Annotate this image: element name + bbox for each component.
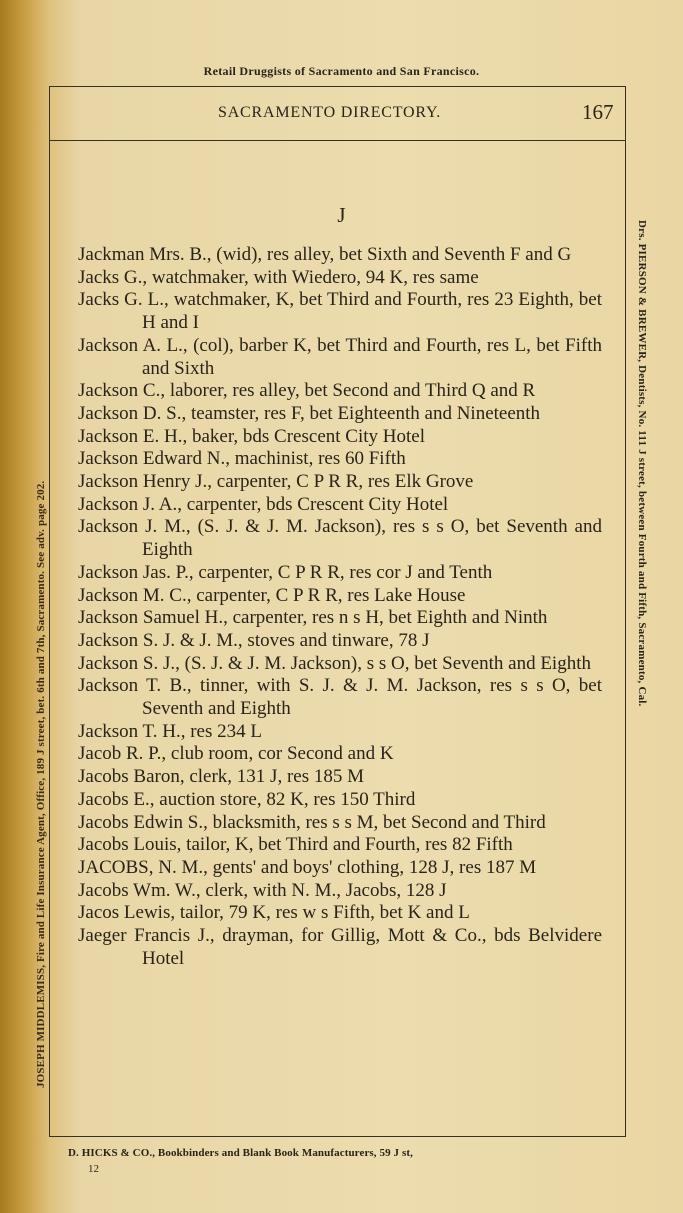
directory-entry: Jaeger Francis J., drayman, for Gillig, Mott & Co., bds Belvidere Hotel: [78, 925, 602, 969]
directory-entry: Jackson A. L., (col), barber K, bet Third and Fourth, res L, bet Fifth and Sixth: [78, 334, 602, 379]
page-number: 167: [582, 100, 614, 124]
left-margin-strip: [0, 0, 34, 1213]
directory-entry: Jackson Edward N., machinist, res 60 Fifth: [78, 448, 406, 470]
directory-entry: Jackson T. B., tinner, with S. J. & J. M. Jackson, res s s O, bet Seventh and Eighth: [78, 675, 602, 720]
directory-entry: Jackson Jas. P., carpenter, C P R R, res cor J and Tenth: [78, 561, 493, 583]
running-head: SACRAMENTO DIRECTORY.: [218, 104, 442, 121]
directory-entry: Jacos Lewis, tailor, 79 K, res w s Fifth, bet K and L: [78, 902, 470, 924]
directory-entry: Jackson Samuel H., carpenter, res n s H, bet Eighth and Ninth: [78, 607, 548, 629]
directory-entry: Jacobs Louis, tailor, K, bet Third and Fourth, res 82 Fifth: [78, 834, 513, 856]
directory-entry: Jacobs Baron, clerk, 131 J, res 185 M: [78, 766, 365, 788]
directory-entry: JACOBS, N. M., gents' and boys' clothing, 128 J, res 187 M: [78, 856, 537, 878]
directory-entry: Jacobs Wm. W., clerk, with N. M., Jacobs, 128 J: [78, 879, 447, 901]
directory-entry: Jacks G., watchmaker, with Wiedero, 94 K, res same: [78, 266, 479, 288]
directory-entry: Jackson S. J. & J. M., stoves and tinware, 78 J: [78, 629, 430, 651]
directory-entry: Jackson Henry J., carpenter, C P R R, res Elk Grove: [78, 471, 474, 493]
directory-entry: Jackson J. M., (S. J. & J. M. Jackson), res s s O, bet Seventh and Eighth: [78, 516, 602, 561]
signature-mark: 12: [88, 1163, 99, 1175]
directory-entry: Jacobs E., auction store, 82 K, res 150 Third: [78, 788, 416, 810]
directory-entry: Jackson D. S., teamster, res F, bet Eighteenth and Nineteenth: [78, 402, 541, 424]
directory-entry: Jackson T. H., res 234 L: [78, 720, 262, 742]
header-rule: [49, 140, 626, 141]
directory-entry: Jacks G. L., watchmaker, K, bet Third and Fourth, res 23 Eighth, bet H and I: [78, 289, 602, 334]
directory-entry: Jackson S. J., (S. J. & J. M. Jackson), s s O, bet Seventh and Eighth: [78, 652, 591, 674]
directory-entry: Jackson C., laborer, res alley, bet Second and Third Q and R: [78, 380, 536, 402]
left-margin-advertisement: JOSEPH MIDDLEMISS, Fire and Life Insurance Agent, Office, 189 J street, bet. 6th and 7th, Sacramento. See adv. page 202.: [35, 480, 47, 1088]
directory-entry: Jackson E. H., baker, bds Crescent City Hotel: [78, 425, 425, 447]
directory-entry: Jackson M. C., carpenter, C P R R, res Lake House: [78, 584, 466, 606]
directory-entry: Jackson J. A., carpenter, bds Crescent City Hotel: [78, 493, 449, 515]
section-letter: J: [337, 203, 346, 227]
directory-entry: Jacobs Edwin S., blacksmith, res s s M, bet Second and Third: [78, 811, 546, 833]
top-advertisement: Retail Druggists of Sacramento and San Francisco.: [203, 64, 480, 78]
directory-entry: Jackman Mrs. B., (wid), res alley, bet Sixth and Seventh F and G: [78, 244, 572, 265]
right-margin-advertisement: Drs. PIERSON & BREWER, Dentists, No. 111 J street, between Fourth and Fifth, Sacramento, Cal.: [636, 220, 648, 707]
directory-entry: Jacob R. P., club room, cor Second and K: [78, 743, 394, 765]
directory-entries: [78, 244, 602, 971]
bottom-advertisement: D. HICKS & CO., Bookbinders and Blank Book Manufacturers, 59 J st,: [68, 1147, 414, 1159]
